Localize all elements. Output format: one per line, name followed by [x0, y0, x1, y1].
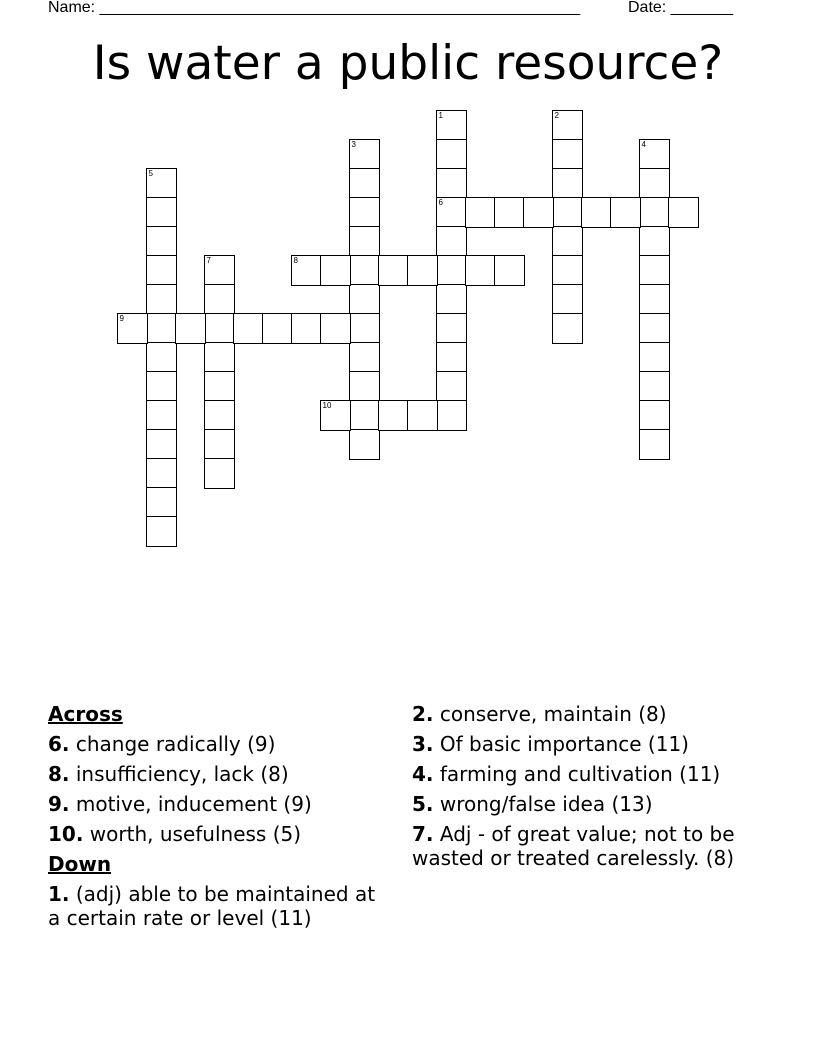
clue-down-5: 5. wrong/false idea (13) — [412, 792, 653, 816]
grid-cell[interactable] — [668, 197, 699, 228]
clue-down-2: 2. conserve, maintain (8) — [412, 702, 667, 726]
grid-cell[interactable] — [552, 168, 583, 199]
clue-number: 4 — [641, 139, 646, 149]
grid-cell[interactable] — [552, 197, 583, 228]
clue-across-6: 6. change radically (9) — [48, 732, 276, 756]
grid-cell[interactable] — [349, 226, 380, 257]
grid-cell[interactable] — [146, 342, 177, 373]
grid-cell[interactable] — [204, 371, 235, 402]
grid-cell[interactable] — [552, 255, 583, 286]
clue-down-7: 7. Adj - of great value; not to be wasted or treated carelessly. (8) — [412, 822, 735, 870]
grid-cell[interactable] — [523, 197, 554, 228]
grid-cell[interactable] — [639, 284, 670, 315]
clue-number: 8 — [293, 255, 298, 265]
clues-right-column — [412, 702, 767, 876]
grid-cell[interactable] — [378, 400, 409, 431]
grid-cell[interactable] — [465, 197, 496, 228]
grid-cell[interactable] — [436, 226, 467, 257]
grid-cell[interactable] — [146, 168, 177, 199]
grid-cell[interactable] — [146, 400, 177, 431]
grid-cell[interactable] — [291, 313, 322, 344]
grid-cell[interactable] — [320, 255, 351, 286]
grid-cell[interactable] — [436, 400, 467, 431]
clue-number: 10 — [322, 400, 332, 410]
grid-cell[interactable] — [320, 400, 351, 431]
grid-cell[interactable] — [146, 226, 177, 257]
grid-cell[interactable] — [349, 313, 380, 344]
grid-cell[interactable] — [204, 255, 235, 286]
grid-cell[interactable] — [349, 284, 380, 315]
grid-cell[interactable] — [581, 197, 612, 228]
clue-down-3: 3. Of basic importance (11) — [412, 732, 689, 756]
grid-cell[interactable] — [436, 284, 467, 315]
grid-cell[interactable] — [146, 458, 177, 489]
grid-cell[interactable] — [320, 313, 351, 344]
grid-cell[interactable] — [291, 255, 322, 286]
clue-number: 3 — [351, 139, 356, 149]
grid-cell[interactable] — [146, 197, 177, 228]
clue-across-8: 8. insufficiency, lack (8) — [48, 762, 289, 786]
grid-cell[interactable] — [117, 313, 148, 344]
grid-cell[interactable] — [146, 429, 177, 460]
clue-across-10: 10. worth, usefulness (5) — [48, 822, 302, 846]
grid-cell[interactable] — [146, 255, 177, 286]
grid-cell[interactable] — [204, 429, 235, 460]
puzzle-title: Is water a public resource? — [92, 36, 724, 91]
grid-cell[interactable] — [146, 487, 177, 518]
grid-cell[interactable] — [639, 139, 670, 170]
grid-cell[interactable] — [204, 458, 235, 489]
grid-cell[interactable] — [552, 139, 583, 170]
grid-cell[interactable] — [610, 197, 641, 228]
clue-down-4: 4. farming and cultivation (11) — [412, 762, 721, 786]
grid-cell[interactable] — [407, 255, 438, 286]
grid-cell[interactable] — [349, 139, 380, 170]
grid-cell[interactable] — [349, 197, 380, 228]
grid-cell[interactable] — [436, 371, 467, 402]
grid-cell[interactable] — [639, 255, 670, 286]
date-field-label[interactable]: Date: _______ — [628, 0, 733, 16]
grid-cell[interactable] — [552, 226, 583, 257]
grid-cell[interactable] — [204, 400, 235, 431]
grid-cell[interactable] — [465, 255, 496, 286]
grid-cell[interactable] — [349, 429, 380, 460]
grid-cell[interactable] — [436, 139, 467, 170]
grid-cell[interactable] — [552, 284, 583, 315]
grid-cell[interactable] — [436, 197, 467, 228]
clues-left-column — [48, 702, 393, 936]
grid-cell[interactable] — [204, 342, 235, 373]
grid-cell[interactable] — [436, 313, 467, 344]
grid-cell[interactable] — [639, 197, 670, 228]
grid-cell[interactable] — [436, 110, 467, 141]
grid-cell[interactable] — [204, 313, 235, 344]
grid-cell[interactable] — [407, 400, 438, 431]
clue-across-9: 9. motive, inducement (9) — [48, 792, 312, 816]
grid-cell[interactable] — [146, 516, 177, 547]
grid-cell[interactable] — [436, 168, 467, 199]
across-heading: Across — [48, 702, 123, 726]
grid-cell[interactable] — [494, 255, 525, 286]
name-field-label[interactable]: Name: ______________________________________________________ — [48, 0, 581, 16]
grid-cell[interactable] — [146, 371, 177, 402]
grid-cell[interactable] — [639, 313, 670, 344]
grid-cell[interactable] — [146, 284, 177, 315]
grid-cell[interactable] — [639, 400, 670, 431]
grid-cell[interactable] — [552, 313, 583, 344]
grid-cell[interactable] — [175, 313, 206, 344]
grid-cell[interactable] — [349, 342, 380, 373]
clue-down-1: 1. (adj) able to be maintained at a certain rate or level (11) — [48, 882, 376, 930]
grid-cell[interactable] — [378, 255, 409, 286]
grid-cell[interactable] — [639, 226, 670, 257]
clue-number: 1 — [438, 110, 443, 120]
down-heading: Down — [48, 852, 112, 876]
grid-cell[interactable] — [349, 168, 380, 199]
grid-cell[interactable] — [552, 110, 583, 141]
grid-cell[interactable] — [233, 313, 264, 344]
grid-cell[interactable] — [639, 429, 670, 460]
grid-cell[interactable] — [204, 284, 235, 315]
grid-cell[interactable] — [349, 255, 380, 286]
clue-number: 7 — [206, 255, 211, 265]
grid-cell[interactable] — [639, 342, 670, 373]
clue-number: 2 — [554, 110, 559, 120]
grid-cell[interactable] — [146, 313, 177, 344]
grid-cell[interactable] — [494, 197, 525, 228]
clue-number: 5 — [148, 168, 153, 178]
grid-cell[interactable] — [639, 371, 670, 402]
grid-cell[interactable] — [349, 400, 380, 431]
clue-number: 9 — [119, 313, 124, 323]
grid-cell[interactable] — [262, 313, 293, 344]
grid-cell[interactable] — [349, 371, 380, 402]
grid-cell[interactable] — [436, 255, 467, 286]
grid-cell[interactable] — [436, 342, 467, 373]
clue-number: 6 — [438, 197, 443, 207]
grid-cell[interactable] — [639, 168, 670, 199]
